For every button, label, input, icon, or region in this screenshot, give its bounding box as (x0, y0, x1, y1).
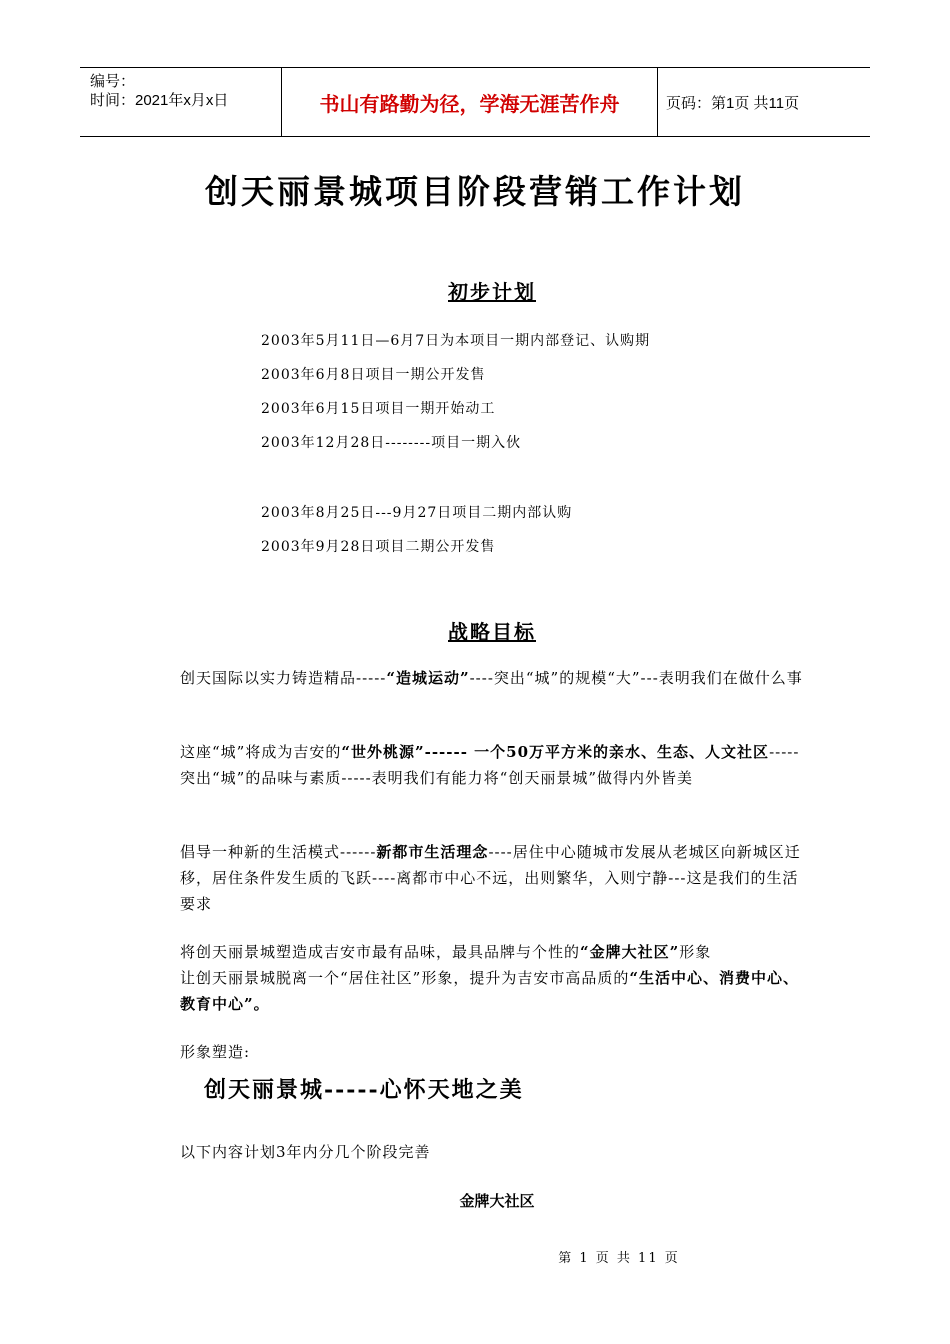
paragraph-emphasis: “金牌大社区” (580, 943, 680, 961)
number-label: 编号： (90, 73, 136, 90)
paragraph-text: 这座“城”将成为吉安的 (180, 743, 342, 761)
paragraph-text: -----突出“城”的品味与素质-----表明我们有能力将“创天丽景城”做得内外皆美 (180, 743, 800, 787)
plan-line: 2003年6月8日项目一期公开发售 (261, 367, 486, 383)
paragraph-emphasis: “造城运动” (386, 669, 470, 687)
paragraph-emphasis: “生活中心、消费中心、教育中心”。 (180, 969, 799, 1013)
paragraph-emphasis: 新都市生活理念 (376, 843, 489, 861)
strategy-paragraph (180, 939, 810, 965)
header-meta (80, 68, 281, 136)
page-info: 页码：第1页 共11页 (666, 94, 800, 112)
motto: 书山有路勤为径，学海无涯苦作舟 (319, 91, 620, 116)
plan-line: 2003年12月28日--------项目一期入伙 (261, 435, 522, 451)
paragraph-text: 创天国际以实力铸造精品----- (180, 669, 387, 687)
plan-line: 2003年8月25日---9月27日项目二期内部认购 (261, 505, 573, 521)
plan-note: 以下内容计划3年内分几个阶段完善 (180, 1143, 431, 1161)
paragraph-emphasis: “世外桃源”------ 一个50万平方米的亲水、生态、人文社区 (341, 743, 770, 761)
time-label: 时间：2021年x月x日 (90, 92, 229, 109)
document-title: 创天丽景城项目阶段营销工作计划 (205, 172, 745, 211)
paragraph-text: 倡导一种新的生活模式------ (180, 843, 377, 861)
paragraph-text: 将创天丽景城塑造成吉安市最有品味，最具品牌与个性的 (180, 943, 581, 961)
paragraph-text: ----突出“城”的规模“大”---表明我们在做什么事 (469, 669, 803, 687)
slogan: 创天丽景城-----心怀天地之美 (204, 1077, 524, 1103)
paragraph-text: 形象 (679, 943, 712, 961)
image-label: 形象塑造: (180, 1043, 251, 1061)
plan-line: 2003年6月15日项目一期开始动工 (261, 401, 496, 417)
plan-line: 2003年5月11日—6月7日为本项目一期内部登记、认购期 (261, 333, 651, 349)
strategy-paragraph (180, 965, 810, 1017)
sub-heading: 金牌大社区 (459, 1192, 535, 1210)
initial-plan-heading: 初步计划 (448, 280, 536, 304)
strategy-paragraph (180, 665, 810, 691)
paragraph-text: 让创天丽景城脱离一个“居住社区”形象，提升为吉安市高品质的 (180, 969, 630, 987)
page-footer: 第 1 页 共 11 页 (558, 1251, 680, 1266)
header-table (80, 67, 870, 137)
plan-line: 2003年9月28日项目二期公开发售 (261, 539, 496, 555)
header-motto-cell (281, 68, 658, 136)
strategy-paragraph (180, 739, 810, 791)
strategy-heading: 战略目标 (448, 620, 536, 644)
strategy-paragraph (180, 839, 810, 917)
paragraph-text: ----居住中心随城市发展从老城区向新城区迁移，居住条件发生质的飞跃----离都市中心不远，出则繁华，入则宁静---这是我们的生活要求 (180, 843, 801, 913)
